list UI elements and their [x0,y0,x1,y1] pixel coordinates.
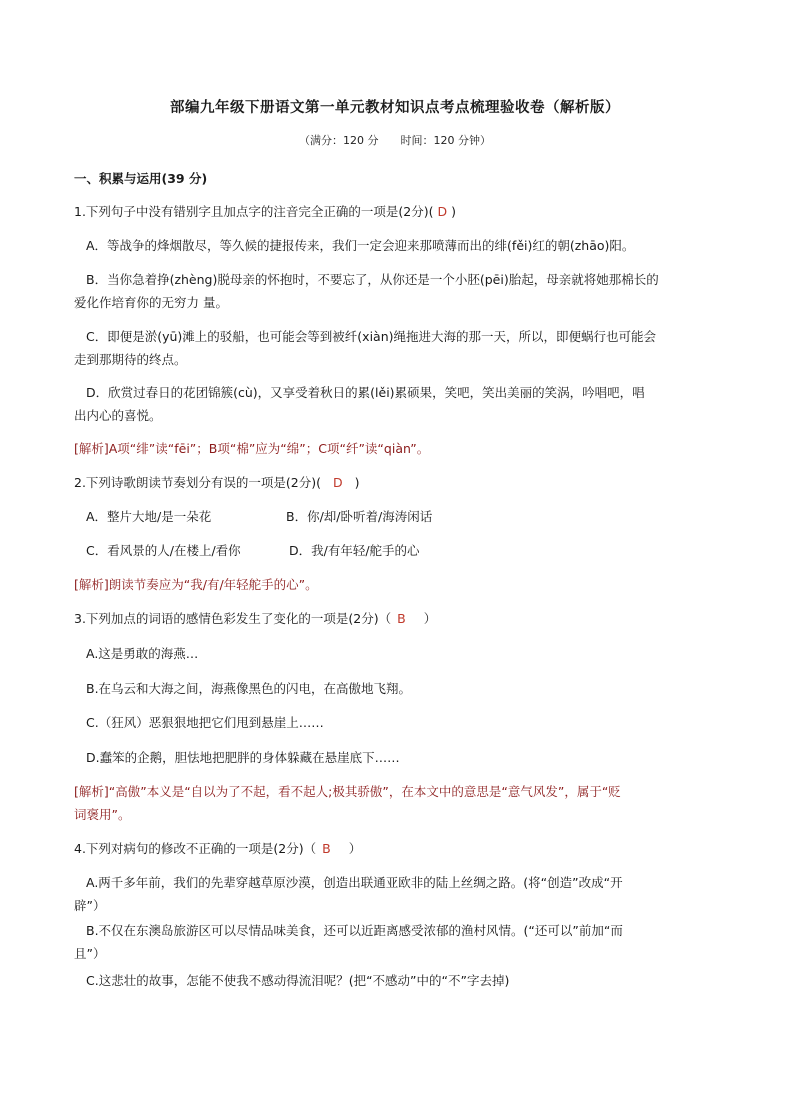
question-1-option-a: A．等战争的烽烟散尽，等久候的捷报传来，我们一定会迎来那喷薄而出的绯(fěi)红的朝(zhāo)阳。 [86,238,635,253]
question-3-option-b: B.在乌云和大海之间，海燕像黑色的闪电，在高傲地飞翔。 [86,681,412,696]
question-3-analysis: [解析]“高傲”本义是“自以为了不起，看不起人;极其骄傲”，在本文中的意思是“意气风发”，属于“贬 [74,784,621,799]
question-2-option-c: C．看风景的人/在楼上/看你 [86,543,241,558]
question-4-answer: B [322,841,331,856]
question-2-answer: D [333,475,343,490]
question-3-option-a: A.这是勇敢的海燕… [86,646,199,661]
question-1-option-c-cont: 走到那期待的终点。 [74,352,187,367]
page-subtitle: （满分：120 分 时间：120 分钟） [299,134,491,147]
question-1-stem [74,203,456,221]
question-1-stem-close: ) [451,204,457,219]
question-3-option-c: C.（狂风）恶狠狠地把它们甩到悬崖上…… [86,715,324,730]
question-4-stem [74,840,361,858]
question-3-analysis-cont: 词褒用”。 [74,807,131,822]
question-1-option-c: C．即便是淤(yū)滩上的驳船，也可能会等到被纤(xiàn)绳拖进大海的那一天，所以，即便蜗行也可能会 [86,329,657,344]
question-2-option-d: D．我/有年轻/舵手的心 [289,543,420,558]
question-4-stem-close: ） [348,841,362,856]
question-4-option-b: B.不仅在东澳岛旅游区可以尽情品味美食，还可以近距离感受浓郁的渔村风情。(“还可以”前加“而 [86,923,623,938]
question-2-stem-text: 2.下列诗歌朗读节奏划分有误的一项是(2分)( [74,475,322,490]
question-1-option-b: B．当你急着挣(zhèng)脱母亲的怀抱时，不要忘了，从你还是一个小胚(pēi)胎起，母亲就将她那棉长的 [86,272,659,287]
question-1-answer: D [437,204,448,219]
question-2-analysis: [解析]朗读节奏应为“我/有/年轻舵手的心”。 [74,577,318,592]
question-3-stem [74,610,436,628]
question-1-option-b-cont: 爱化作培育你的无穷力 量。 [74,295,228,310]
question-1-analysis: [解析]A项“绯”读“fēi”；B项“棉”应为“绵”；C项“纤”读“qiàn”。 [74,441,430,456]
question-2-option-b: B．你/却/卧听着/海涛闲话 [286,509,433,524]
question-2-option-a: A．整片大地/是一朵花 [86,509,212,524]
question-4-stem-text: 4.下列对病句的修改不正确的一项是(2分)（ [74,841,317,856]
question-4-option-a-cont: 辟”） [74,898,106,913]
question-1-option-d: D．欣赏过春日的花团锦簇(cù)，又享受着秋日的累(lěi)累硕果，笑吧，笑出美丽的笑涡，吟唱吧，唱 [86,385,645,400]
page-title: 部编九年级下册语文第一单元教材知识点考点梳理验收卷（解析版） [170,100,620,116]
question-2-stem [74,474,360,492]
question-2-stem-close: ) [354,475,360,490]
question-1-stem-text: 1.下列句子中没有错别字且加点字的注音完全正确的一项是(2分)( [74,204,434,219]
question-3-stem-close: ） [423,611,437,626]
question-4-option-a: A.两千多年前，我们的先辈穿越草原沙漠，创造出联通亚欧非的陆上丝绸之路。(将“创造”改成“开 [86,875,623,890]
question-1-option-d-cont: 出内心的喜悦。 [74,408,162,423]
question-4-option-c: C.这悲壮的故事，怎能不使我不感动得流泪呢？(把“不感动”中的“不”字去掉) [86,973,510,988]
question-4-option-b-cont: 且”） [74,946,106,961]
question-3-stem-text: 3.下列加点的词语的感情色彩发生了变化的一项是(2分)（ [74,611,392,626]
question-3-answer: B [397,611,406,626]
section-heading: 一、积累与运用(39 分) [74,171,208,186]
question-3-option-d: D.蠢笨的企鹅，胆怯地把肥胖的身体躲藏在悬崖底下…… [86,750,400,765]
